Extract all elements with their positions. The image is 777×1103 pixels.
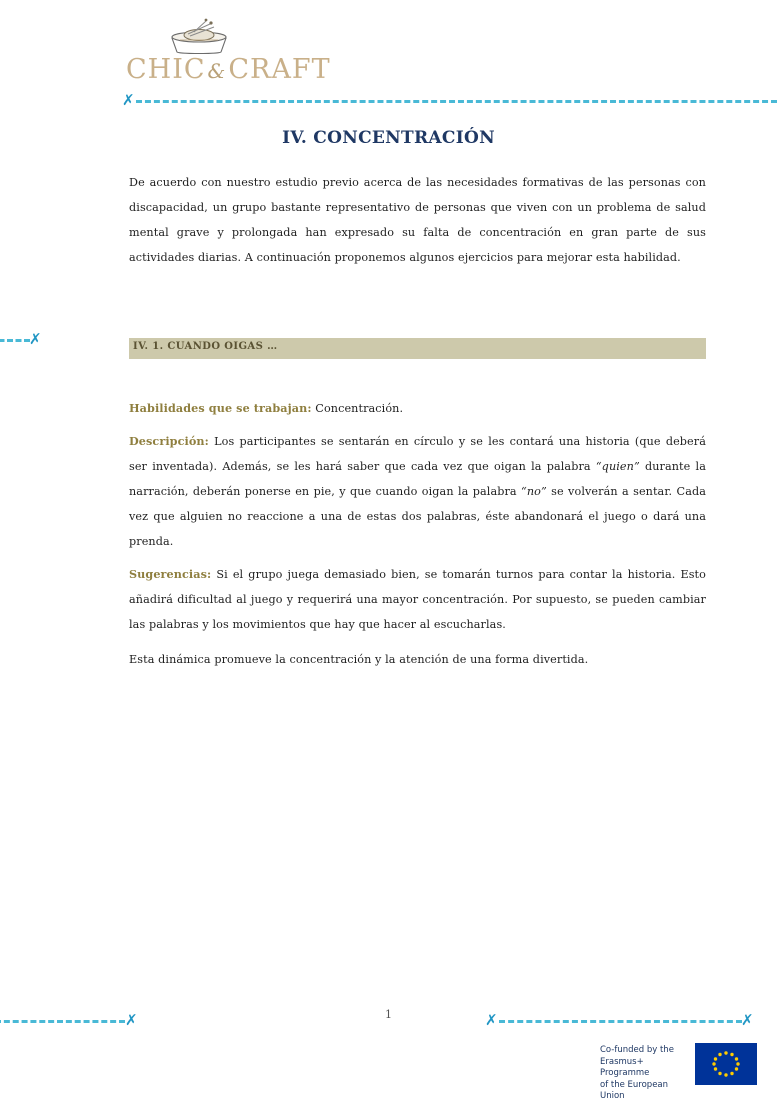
description-quote-2: “no”: [521, 485, 547, 498]
description-paragraph: [129, 429, 706, 554]
eu-funding-line-2: Erasmus+ Programme: [600, 1056, 650, 1078]
skills-paragraph: [129, 396, 706, 421]
intro-paragraph: De acuerdo con nuestro estudio previo acerca de las necesidades formativas de las personas con discapacidad, un grupo bastante representativo de personas que viven con un problema de salud mental grave y prolongada han expresado su falta de concentración en gran parte de sus actividades diarias. A continuación proponemos algunos ejercicios para mejorar esta habilidad.: [129, 176, 706, 264]
logo-wordmark: [126, 54, 331, 85]
skills-label: Habilidades que se trabajan:: [129, 401, 312, 415]
eu-flag-icon: [695, 1043, 757, 1085]
eu-funding-line-1: Co-funded by the: [600, 1045, 674, 1055]
eu-funding-text: [600, 1045, 690, 1103]
description-text-2: durante la narración, deberán ponerse en pie, y que cuando oigan la palabra: [129, 460, 706, 498]
description-text-3: se volverán a sentar. Cada vez que alguien no reaccione a una de estas dos palabras, éste abandonará el juego o dará una prenda.: [129, 485, 706, 548]
closing-paragraph: Esta dinámica promueve la concentración y la atención de una forma divertida.: [129, 653, 589, 666]
decor-dashed-line-left: [0, 339, 30, 342]
page-number: 1: [385, 1008, 392, 1021]
page-title: IV. CONCENTRACIÓN: [282, 128, 495, 148]
decor-x-bottom-right-end: ✗: [741, 1011, 754, 1029]
section-header-bar: [129, 338, 706, 359]
logo-text-craft: CRAFT: [228, 54, 331, 85]
eu-funding-footer: [600, 1043, 760, 1101]
description-text-1: Los participantes se sentarán en círculo y se les contará una historia (que deberá ser inventada). Además, se les hará saber que cada vez que oigan la palabra: [129, 435, 706, 473]
decor-dashed-line-top: [136, 100, 777, 103]
suggestions-label: Sugerencias:: [129, 567, 212, 581]
brand-logo: [126, 16, 426, 88]
skills-value: Concentración.: [311, 402, 404, 415]
logo-text-chic: CHIC: [126, 54, 206, 85]
description-quote-1: “quien”: [595, 460, 640, 473]
description-label: Descripción:: [129, 434, 209, 448]
section-title: IV. 1. CUANDO OIGAS …: [133, 341, 278, 352]
logo-ampersand: &: [207, 59, 227, 83]
sewing-basket-icon: [166, 16, 232, 56]
decor-x-bottom-left: ✗: [125, 1011, 138, 1029]
decor-x-bottom-right-start: ✗: [485, 1011, 498, 1029]
suggestions-paragraph: [129, 562, 706, 637]
suggestions-text: Si el grupo juega demasiado bien, se tomarán turnos para contar la historia. Esto añadirá dificultad al juego y requerirá una mayor concentración. Por supuesto, se pueden cambiar las palabras y los movimientos que hay que hacer al escucharlas.: [129, 568, 706, 631]
decor-x-top-left: ✗: [122, 91, 135, 109]
eu-funding-line-3: of the European Union: [600, 1079, 669, 1101]
decor-x-left: ✗: [29, 330, 42, 348]
